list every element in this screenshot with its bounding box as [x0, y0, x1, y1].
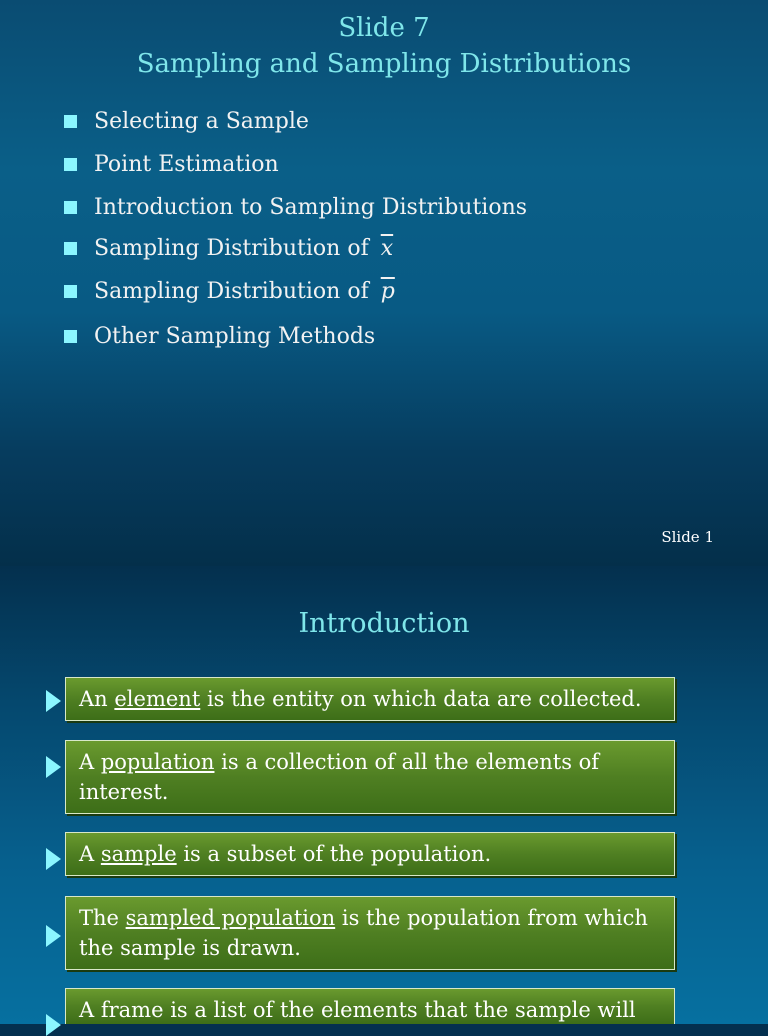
definition-box-frame — [65, 988, 675, 1024]
definition-text: The — [79, 906, 126, 930]
definition-term: population — [100, 750, 215, 774]
definition-text: is the population from which the sample is drawn. — [79, 906, 648, 960]
definition-term: element — [114, 687, 201, 711]
triangle-arrow-icon — [46, 690, 61, 712]
definition-text: A — [79, 750, 101, 774]
triangle-arrow-icon — [46, 848, 61, 870]
definition-text: A — [79, 842, 101, 866]
definition-term: sample — [100, 842, 177, 866]
triangle-arrow-icon — [46, 756, 61, 778]
definition-text: is a collection of all the elements of interest. — [79, 750, 600, 804]
definition-box-sampled-population — [65, 896, 675, 970]
square-bullet-icon — [64, 158, 77, 171]
bullet-item — [64, 192, 527, 222]
bullet-text: Other Sampling Methods — [94, 323, 376, 349]
definition-term: sampled population — [125, 906, 336, 930]
slide-title-line2: Sampling and Sampling Distributions — [136, 49, 632, 79]
definition-box-sample — [65, 832, 675, 876]
bullet-text: Point Estimation — [94, 151, 279, 177]
bullet-text: Sampling Distribution of — [94, 235, 369, 261]
x-bar-symbol: $\overline{x}$ — [380, 235, 394, 261]
triangle-arrow-icon — [46, 1014, 61, 1036]
square-bullet-icon — [64, 201, 77, 214]
definition-text: is a subset of the population. — [176, 842, 492, 866]
definition-box-population — [65, 740, 675, 814]
square-bullet-icon — [64, 330, 77, 343]
bullet-item — [64, 276, 395, 306]
bullet-text: Sampling Distribution of — [94, 278, 369, 304]
square-bullet-icon — [64, 285, 77, 298]
definition-text: An — [79, 687, 115, 711]
definition-box-element — [65, 677, 675, 721]
square-bullet-icon — [64, 115, 77, 128]
definition-text: A frame is a list of the elements that the sample will — [79, 998, 636, 1022]
p-bar-symbol: $\overline{p}$ — [380, 278, 395, 304]
bullet-item — [64, 149, 279, 179]
bullet-item — [64, 321, 375, 351]
bullet-text: Introduction to Sampling Distributions — [94, 194, 528, 220]
slide-number: Slide 1 — [661, 528, 714, 546]
slide-title-line1: Slide 7 — [338, 13, 430, 43]
section-title: Introduction — [298, 608, 470, 639]
square-bullet-icon — [64, 242, 77, 255]
bullet-item — [64, 106, 309, 136]
bullet-item — [64, 233, 393, 263]
definition-text: is the entity on which data are collected. — [200, 687, 642, 711]
bullet-text: Selecting a Sample — [94, 108, 309, 134]
triangle-arrow-icon — [46, 925, 61, 947]
